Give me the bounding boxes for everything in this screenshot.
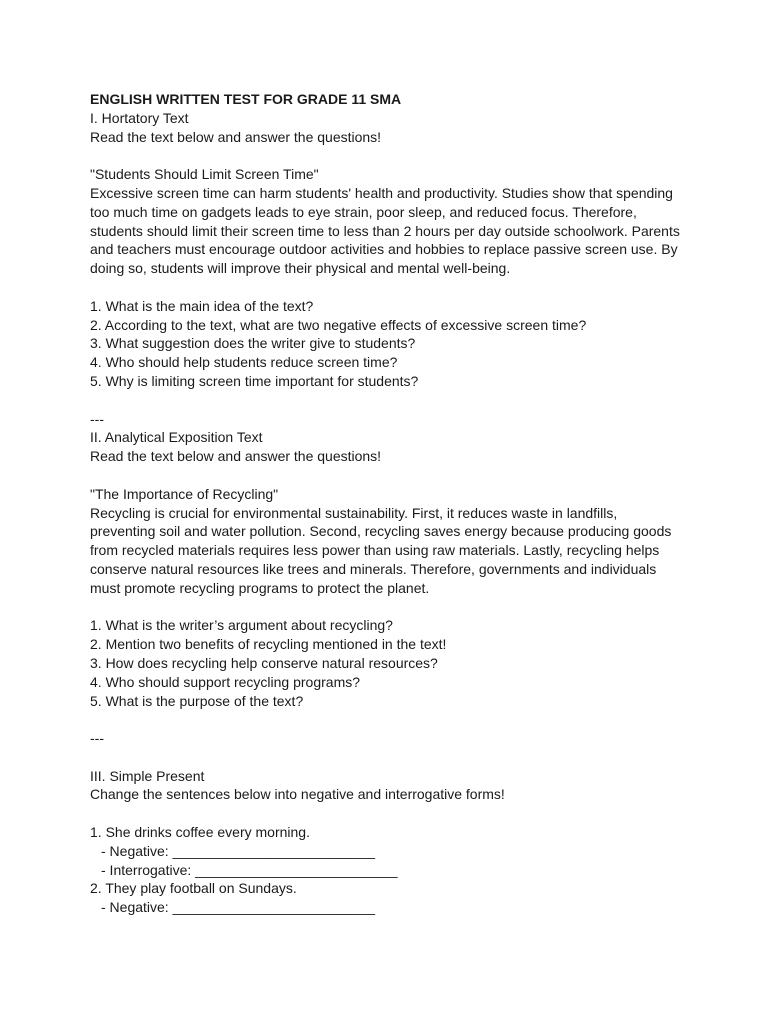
spacer bbox=[90, 748, 708, 767]
section2-text-title: "The Importance of Recycling" bbox=[90, 485, 279, 502]
section1-paragraph-line: and teachers must encourage outdoor activities and hobbies to replace passive screen use. By bbox=[90, 241, 678, 258]
section-separator: --- bbox=[90, 410, 104, 427]
section3-answer-line: - Interrogative: __________________________ bbox=[101, 861, 398, 878]
section1-paragraph-line: Excessive screen time can harm students' health and productivity. Studies show that spending bbox=[90, 184, 673, 201]
section2-paragraph-line: from recycled materials requires less power than using raw materials. Lastly, recycling helps bbox=[90, 542, 660, 559]
section2-heading: II. Analytical Exposition Text bbox=[90, 429, 263, 446]
document-title: ENGLISH WRITTEN TEST FOR GRADE 11 SMA bbox=[90, 91, 402, 107]
section1-question: 5. Why is limiting screen time important for students? bbox=[90, 372, 419, 389]
spacer bbox=[90, 146, 708, 165]
spacer bbox=[90, 278, 708, 297]
section3-heading: III. Simple Present bbox=[90, 767, 205, 784]
spacer bbox=[90, 710, 708, 729]
section2-paragraph-line: preventing soil and water pollution. Second, recycling saves energy because producing goods bbox=[90, 523, 672, 540]
section1-question: 4. Who should help students reduce screen time? bbox=[90, 354, 398, 371]
section1-text-title: "Students Should Limit Screen Time" bbox=[90, 166, 319, 183]
section2-question: 3. How does recycling help conserve natural resources? bbox=[90, 654, 438, 671]
section2-question: 5. What is the purpose of the text? bbox=[90, 692, 304, 709]
section1-paragraph-line: too much time on gadgets leads to eye strain, poor sleep, and reduced focus. Therefore, bbox=[90, 203, 637, 220]
section2-question: 4. Who should support recycling programs? bbox=[90, 673, 361, 690]
section1-instruction: Read the text below and answer the questions! bbox=[90, 128, 382, 145]
section3-item: 2. They play football on Sundays. bbox=[90, 880, 297, 897]
section2-instruction: Read the text below and answer the questions! bbox=[90, 448, 382, 465]
section2-paragraph-line: must promote recycling programs to protect the planet. bbox=[90, 579, 430, 596]
section2-paragraph-line: Recycling is crucial for environmental sustainability. First, it reduces waste in landfills, bbox=[90, 504, 618, 521]
section2-paragraph-line: conserve natural resources like trees and minerals. Therefore, governments and individuals bbox=[90, 560, 657, 577]
section-separator: --- bbox=[90, 730, 104, 747]
section2-question: 2. Mention two benefits of recycling mentioned in the text! bbox=[90, 636, 447, 653]
section3-answer-line: - Negative: __________________________ bbox=[101, 842, 376, 859]
section1-heading: I. Hortatory Text bbox=[90, 109, 189, 126]
spacer bbox=[90, 391, 708, 410]
section1-paragraph-line: doing so, students will improve their physical and mental well-being. bbox=[90, 260, 511, 277]
spacer bbox=[90, 466, 708, 485]
section3-instruction: Change the sentences below into negative and interrogative forms! bbox=[90, 786, 505, 803]
section1-question: 2. According to the text, what are two negative effects of excessive screen time? bbox=[90, 316, 587, 333]
spacer bbox=[90, 804, 708, 823]
section3-answer-line: - Negative: __________________________ bbox=[101, 899, 376, 916]
section1-question: 1. What is the main idea of the text? bbox=[90, 297, 314, 314]
section1-question: 3. What suggestion does the writer give to students? bbox=[90, 335, 416, 352]
section1-paragraph-line: students should limit their screen time to less than 2 hours per day outside schoolwork. Parents bbox=[90, 222, 680, 239]
section2-question: 1. What is the writer’s argument about recycling? bbox=[90, 617, 393, 634]
section3-item: 1. She drinks coffee every morning. bbox=[90, 824, 310, 841]
spacer bbox=[90, 598, 708, 617]
